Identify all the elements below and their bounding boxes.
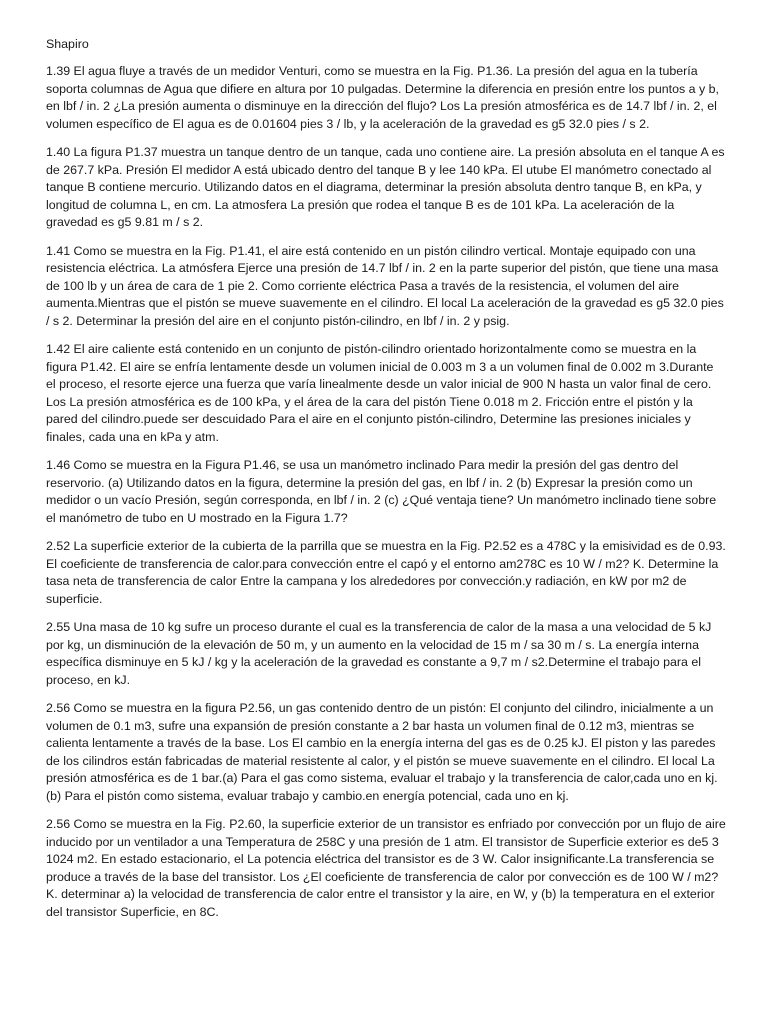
problem-1-40: 1.40 La figura P1.37 muestra un tanque dentro de un tanque, cada uno contiene aire. La presión absoluta en el tanque A es de 267.7 kPa. Presión El medidor A está ubicado dentro del tanque B y lee 140 kPa. El utube El manómetro conectado al tanque B contiene mercurio. Utilizando datos en el diagrama, determinar la presión absoluta dentro tanque B, en kPa, y longitud de columna L, en cm. La atmosfera La presión que rodea el tanque B es de 101 kPa. La aceleración de la gravedad es g5 9.81 m / s 2. (46, 145, 725, 229)
problem-2-52: 2.52 La superficie exterior de la cubierta de la parrilla que se muestra en la Fig. P2.52 es a 478C y la emisividad es de 0.93. El coeficiente de transferencia de calor.para convección entre el capó y el entorno am278C es 10 W / m2? K. Determine la tasa neta de transferencia de calor Entre la campana y los alrededores por convección.y radiación, en kW por m2 de superficie. (46, 539, 726, 606)
problem-1-42: 1.42 El aire caliente está contenido en un conjunto de pistón-cilindro orientado horizontalmente como se muestra en la figura P1.42. El aire se enfría lentamente desde un volumen inicial de 0.003 m 3 a un volumen final de 0.002 m 3.Durante el proceso, el resorte ejerce una fuerza que varía linealmente desde un valor inicial de 900 N hasta un valor final de cero. Los La presión atmosférica es de 100 kPa, y el área de la cara del pistón Tiene 0.018 m 2. Fricción entre el pistón y la pared del cilindro.puede ser descuidado Para el aire en el conjunto pistón-cilindro, Determine las presiones iniciales y finales, cada una en kPa y atm. (46, 342, 714, 444)
problem-2-56-transistor: 2.56 Como se muestra en la Fig. P2.60, la superficie exterior de un transistor es enfriado por convección por un flujo de aire inducido por un ventilador a una Temperatura de 258C y una presión de 1 atm. El transistor de Superficie exterior es de5 3 1024 m2. En estado estacionario, el La potencia eléctrica del transistor es de 3 W. Calor insignificante.La transferencia se produce a través de la base del transistor. Los ¿El coeficiente de transferencia de calor por convección es de 100 W / m2? K. determinar a) la velocidad de transferencia de calor entre el transistor y la aire, en W, y (b) la temperatura en el exterior del transistor Superficie, en 8C. (46, 817, 726, 919)
document-heading: Shapiro (46, 37, 89, 51)
problem-1-39: 1.39 El agua fluye a través de un medidor Venturi, como se muestra en la Fig. P1.36. La presión del agua en la tubería soporta columnas de Agua que difiere en altura por 10 pulgadas. Determine la diferencia en presión entre los puntos a y b, en lbf / in. 2 ¿La presión aumenta o disminuye en la dirección del flujo? Los La presión atmosférica es de 14.7 lbf / in. 2, el volumen específico de El agua es de 0.01604 pies 3 / lb, y la aceleración de la gravedad es g5 32.0 pies / s 2. (46, 64, 719, 131)
problem-2-56: 2.56 Como se muestra en la figura P2.56, un gas contenido dentro de un pistón: El conjunto del cilindro, inicialmente a un volumen de 0.1 m3, sufre una expansión de presión constante a 2 bar hasta un volumen final de 0.12 m3, mientras se calienta lentamente a través de la base. Los El cambio en la energía interna del gas es de 0.25 kJ. El piston y las paredes de los cilindros están fabricadas de material resistente al calor, y el pistón se mueve suavemente en el cilindro. El local La presión atmosférica es de 1 bar.(a) Para el gas como sistema, evaluar el trabajo y la transferencia de calor,cada uno en kj.(b) Para el pistón como sistema, evaluar trabajo y cambio.en energía potencial, cada uno en kj. (46, 701, 718, 803)
problem-1-41: 1.41 Como se muestra en la Fig. P1.41, el aire está contenido en un pistón cilindro vertical. Montaje equipado con una resistencia eléctrica. La atmósfera Ejerce una presión de 14.7 lbf / in. 2 en la parte superior del pistón, que tiene una masa de 100 lb y un área de cara de 1 pie 2. Como corriente eléctrica Pasa a través de la resistencia, el volumen del aire aumenta.Mientras que el pistón se mueve suavemente en el cilindro. El local La aceleración de la gravedad es g5 32.0 pies / s 2. Determinar la presión del aire en el conjunto pistón-cilindro, en lbf / in. 2 y psig. (46, 243, 724, 328)
problem-2-55: 2.55 Una masa de 10 kg sufre un proceso durante el cual es la transferencia de calor de la masa a una velocidad de 5 kJ por kg, un disminución de la elevación de 50 m, y un aumento en la velocidad de 15 m / sa 30 m / s. La energía interna específica disminuye en 5 kJ / kg y la aceleración de la gravedad es constante a 9,7 m / s2.Determine el trabajo para el proceso, en kJ. (46, 620, 712, 687)
problem-1-46: 1.46 Como se muestra en la Figura P1.46, se usa un manómetro inclinado Para medir la presión del gas dentro del reservorio. (a) Utilizando datos en la figura, determine la presión del gas, en lbf / in. 2 (b) Expresar la presión como un medidor o un vacío Presión, según corresponda, en lbf / in. 2 (c) ¿Qué ventaja tiene? Un manómetro inclinado tiene sobre el manómetro de tubo en U mostrado en la Figura 1.7? (46, 458, 717, 525)
